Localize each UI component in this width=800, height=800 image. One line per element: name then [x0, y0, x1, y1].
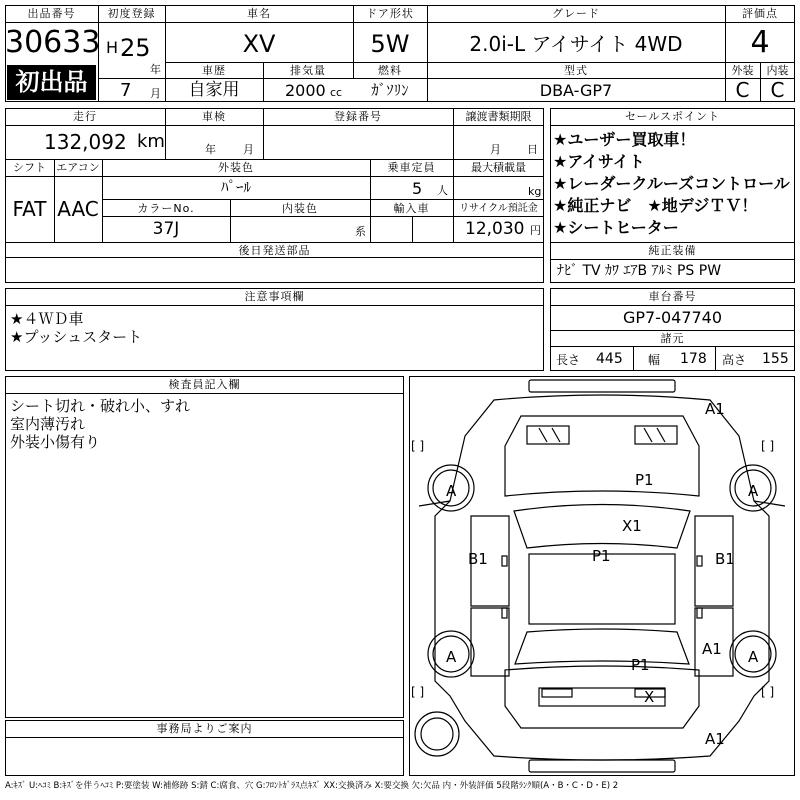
sales-item: ★シートヒーター	[553, 218, 679, 237]
caution-label: 注意事項欄	[244, 290, 305, 303]
ac-value: AAC	[57, 197, 99, 221]
color-no-value: 37J	[152, 219, 180, 239]
mark-rear-bumper: A1	[705, 730, 725, 748]
equipment-list: ﾅﾋﾞ TV ｶﾜ ｴｱB ｱﾙﾐ PS PW	[557, 263, 722, 279]
sales-item: ★純正ナビ ★地デジＴＶ！	[553, 196, 758, 215]
mark-front-bumper: A1	[705, 400, 725, 418]
inspector-note: 外装小傷有り	[10, 433, 101, 451]
recycle-value: 12,030	[465, 219, 525, 239]
lot-label: 出品番号	[27, 7, 76, 20]
car-diagram	[409, 376, 795, 776]
score-label: 評価点	[742, 7, 778, 20]
chassis-number: GP7-047740	[622, 308, 723, 327]
dims-label: 諸元	[660, 332, 685, 345]
reg-month: 7	[120, 80, 132, 101]
model-label: 型式	[564, 64, 588, 77]
reg-era: H	[106, 38, 119, 57]
ext-color-label: 外装色	[218, 161, 254, 174]
front-bumper-outline	[529, 380, 675, 392]
mark-rear-light: X	[644, 688, 655, 706]
rear-window-outline	[515, 629, 689, 664]
doc-month-unit: 月	[490, 143, 501, 156]
mark-left-door: B1	[468, 550, 488, 568]
mark-wheel-fl: A	[446, 482, 457, 500]
doc-day-unit: 日	[527, 143, 538, 156]
hood-outline	[505, 416, 699, 496]
door-label: ドア形状	[366, 7, 414, 20]
height-value: 155	[762, 351, 789, 367]
recycle-label: リサイクル預託金	[459, 203, 538, 214]
first-listing-text: 初出品	[15, 68, 88, 96]
displacement-unit: cc	[330, 86, 343, 99]
doc-deadline-label: 譲渡書類期限	[465, 110, 532, 123]
caution-list	[10, 310, 142, 346]
mark-wheel-rl: A	[446, 648, 457, 666]
fuel-label: 燃料	[378, 64, 402, 77]
ac-label: エアコン	[56, 161, 100, 174]
inspector-note: シート切れ・破れ小、すれ	[10, 397, 191, 415]
inspector-notes	[10, 397, 190, 451]
insp-month-unit: 月	[243, 143, 254, 156]
year-unit: 年	[150, 63, 161, 76]
shift-value: FAT	[12, 197, 47, 221]
sales-list	[553, 129, 790, 239]
capacity-value: 5	[412, 179, 423, 198]
exterior-grade-label: 外装	[731, 64, 754, 77]
color-no-label: カラーNo.	[137, 202, 195, 215]
history-value: 自家用	[188, 80, 240, 100]
sales-item: ★アイサイト	[553, 152, 645, 171]
score-value: 4	[750, 25, 770, 60]
mark-rear-hatch: P1	[631, 656, 650, 674]
model-code: DBA-GP7	[539, 81, 613, 100]
caution-item: ★４ＷＤ車	[10, 310, 84, 328]
reg-year: 25	[120, 34, 151, 62]
interior-grade-label: 内装	[766, 64, 789, 77]
max-load-label: 最大積載量	[471, 161, 526, 174]
mark-windshield: X1	[622, 517, 642, 535]
legend-text: A:ｷｽﾞ U:ﾍｺﾐ B:ｷｽﾞを伴うﾍｺﾐ P:要塗装 W:補修跡 S:錆 C:腐食、穴 G:ﾌﾛﾝﾄｶﾞﾗｽ点ｷｽﾞ XX:交換済み X:要交換 欠:欠品 内・外装評価 5段階ﾗﾝｸ順(A・B・C・D・E) 2	[5, 781, 619, 791]
sales-item: ★ユーザー買取車！	[553, 130, 696, 149]
reg-label: 初度登録	[107, 7, 156, 20]
capacity-label: 乗車定員	[387, 161, 436, 174]
interior-grade: C	[770, 78, 785, 102]
mileage-value: 132,092	[44, 130, 127, 154]
shift-label: シフト	[13, 161, 46, 174]
bracket-fl: [ ]	[411, 439, 425, 453]
inspection-label: 車検	[202, 110, 226, 123]
mark-rear-quarter: A1	[702, 640, 722, 658]
rear-hatch-outline	[505, 666, 699, 728]
ext-color-value: ﾊﾟｰﾙ	[220, 178, 251, 196]
bracket-fr: [ ]	[761, 439, 775, 453]
grade-value: 2.0i-L アイサイト 4WD	[469, 32, 683, 56]
mark-wheel-rr: A	[748, 648, 759, 666]
displacement-label: 排気量	[290, 64, 326, 77]
door-type: 5W	[370, 30, 410, 58]
month-unit: 月	[150, 87, 161, 100]
windshield-outline	[514, 505, 690, 549]
bracket-rr: [ ]	[761, 685, 775, 699]
mileage-unit: km	[137, 131, 165, 152]
followup-parts-label: 後日発送部品	[238, 244, 311, 257]
car-name: XV	[242, 30, 276, 58]
mark-roof: P1	[592, 547, 611, 565]
office-label: 事務局よりご案内	[156, 722, 253, 735]
plate-label: 登録番号	[334, 110, 382, 123]
right-headlight-outline	[635, 426, 677, 444]
width-value: 178	[680, 351, 707, 367]
exterior-grade: C	[735, 78, 750, 102]
capacity-unit: 人	[437, 184, 448, 197]
int-color-label: 内装色	[282, 202, 318, 215]
mark-hood: P1	[635, 471, 654, 489]
mark-right-door: B1	[715, 550, 735, 568]
height-label: 高さ	[722, 353, 747, 367]
inspector-note: 室内薄汚れ	[10, 415, 86, 433]
mileage-label: 走行	[73, 110, 97, 123]
sales-item: ★レーダークルーズコントロール	[553, 174, 790, 193]
grade-label: グレード	[552, 7, 600, 20]
rear-bumper-outline	[529, 760, 675, 772]
width-label: 幅	[648, 353, 661, 367]
equipment-label: 純正装備	[648, 244, 697, 257]
length-value: 445	[596, 351, 623, 367]
car-body-outline	[435, 395, 769, 760]
max-load-unit: kg	[528, 185, 542, 198]
length-label: 長さ	[556, 353, 581, 367]
recycle-unit: 円	[530, 224, 541, 237]
bracket-rl: [ ]	[411, 685, 425, 699]
lot-number: 30633	[5, 25, 101, 60]
inspector-label: 検査員記入欄	[168, 378, 241, 391]
import-label: 輸入車	[393, 202, 430, 215]
caution-item: ★プッシュスタート	[10, 328, 143, 346]
chassis-label: 車台番号	[648, 290, 697, 303]
displacement-value: 2000	[285, 81, 326, 100]
left-headlight-outline	[527, 426, 569, 444]
insp-year-unit: 年	[205, 143, 216, 156]
history-label: 車歴	[202, 64, 226, 77]
int-color-unit: 系	[355, 225, 366, 238]
fuel-value: ｶﾞｿﾘﾝ	[371, 81, 409, 99]
mark-wheel-fr: A	[748, 482, 759, 500]
sales-label: セールスポイント	[624, 110, 720, 123]
name-label: 車名	[247, 7, 271, 20]
